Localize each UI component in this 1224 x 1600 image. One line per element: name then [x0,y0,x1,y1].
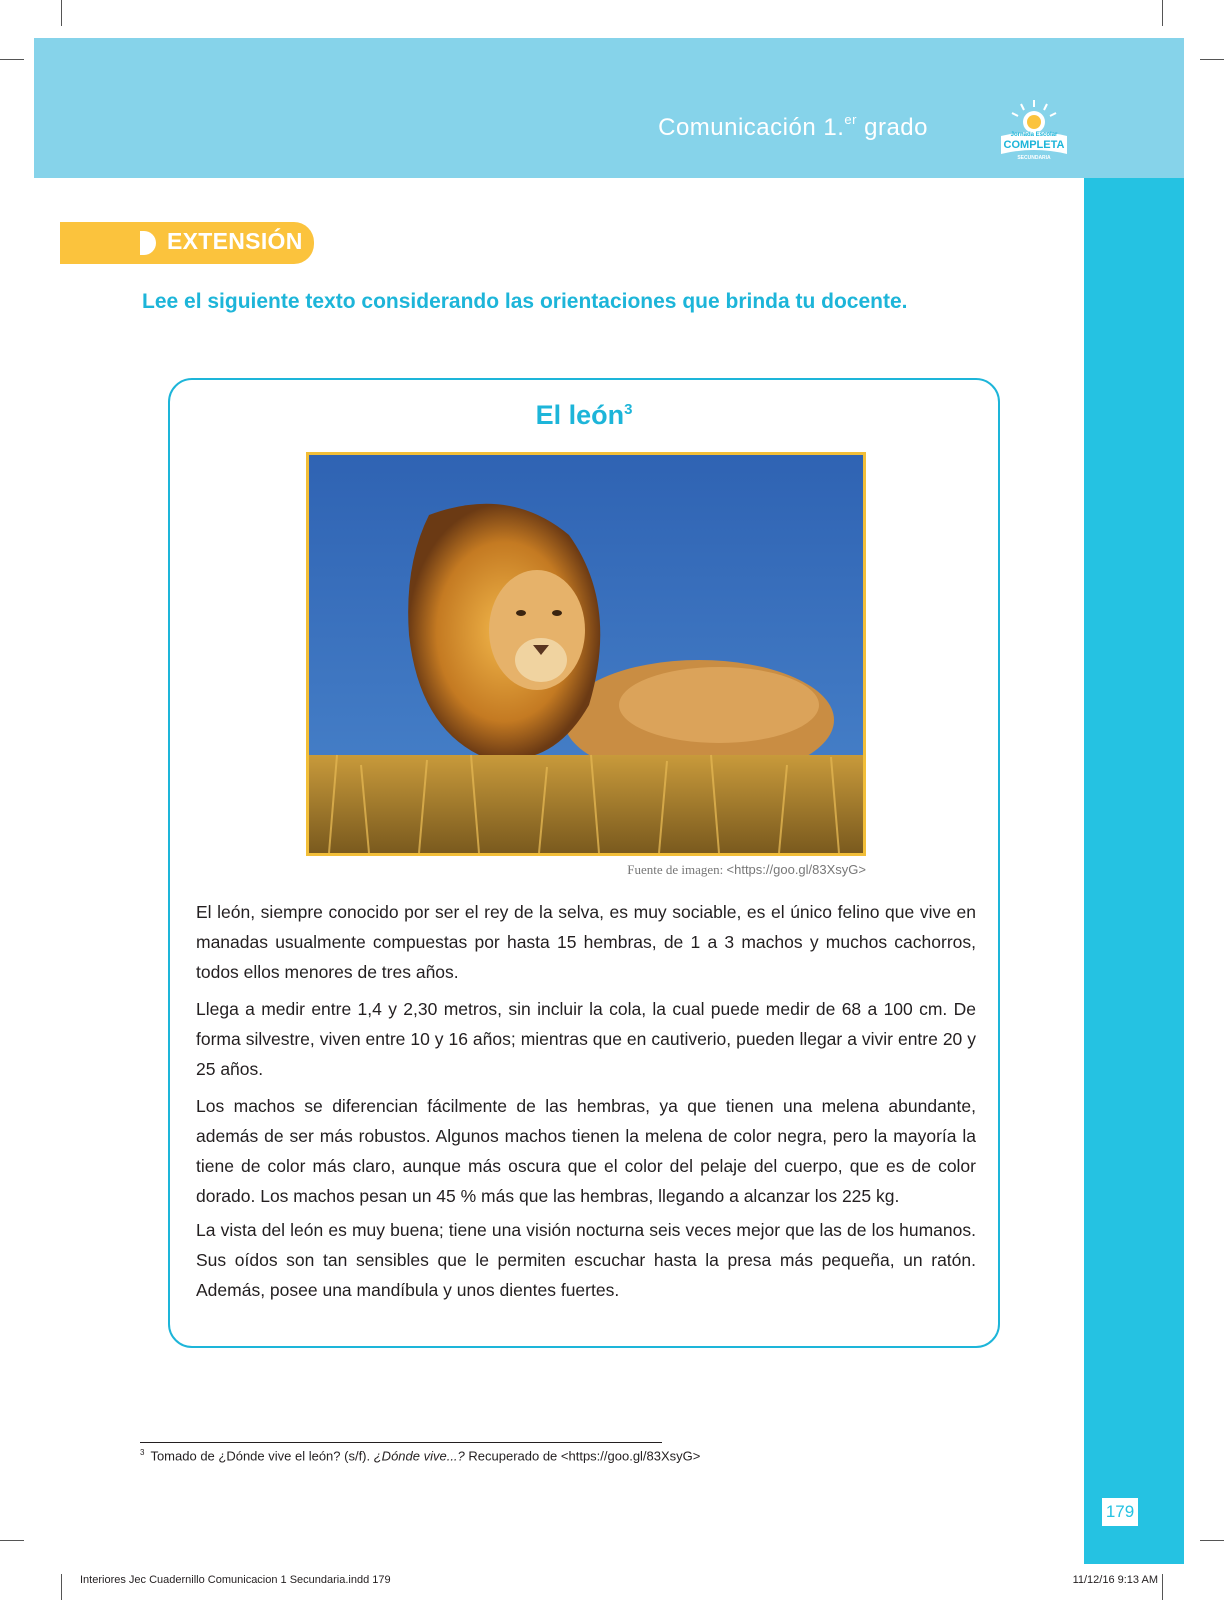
article-title-text: El león [535,400,625,430]
caption-prefix: Fuente de imagen: [627,862,727,877]
jec-logo [993,98,1075,164]
footnote-text-italic: ¿Dónde vive...? [373,1448,465,1464]
caption-url: <https://goo.gl/83XsyG> [726,862,866,877]
crop-mark [61,1574,62,1600]
paragraph-2: Llega a medir entre 1,4 y 2,30 metros, sin incluir la cola, la cual puede medir de 68 a 100 cm. De forma silvestre, viven entre 10 y 16 años; mientras que en cautiverio, pueden llegar a vivir entre 20 y 25 años. [196,999,976,1079]
logo-main-text: COMPLETA [1003,139,1065,151]
crop-mark [1162,1574,1163,1600]
crop-mark [1200,1540,1224,1541]
header-subject: Comunicación 1. [658,114,845,141]
crop-mark [0,1540,24,1541]
logo-bottom-text: SECUNDARIA [1017,155,1051,161]
crop-mark [1200,59,1224,60]
paragraph-4: La vista del león es muy buena; tiene una visión nocturna seis veces mejor que las de los humanos. Sus oídos son tan sensibles que le permiten escuchar hasta la presa más pequeña, un ratón. Además, posee una mandíbula y unos dientes fuertes. [196,1220,976,1300]
header-grade-word: grado [864,114,928,141]
lion-photo [306,452,866,856]
instruction-text: Lee el siguiente texto considerando las orientaciones que brinda tu docente. [142,290,908,313]
footnote-text-after: Recuperado de <https://goo.gl/83XsyG> [464,1448,701,1464]
section-label: EXTENSIÓN [167,228,303,254]
crop-mark [1162,0,1163,26]
footnote-text-before: Tomado de ¿Dónde vive el león? (s/f). [150,1448,374,1464]
paragraph-1: El león, siempre conocido por ser el rey de la selva, es muy sociable, es el único felino que vive en manadas usualmente compuestas por hasta 15 hembras, de 1 a 3 machos y muchos cachorros, todos ellos menores de tres años. [196,902,976,982]
slug-file: Interiores Jec Cuadernillo Comunicacion 1 Secundaria.indd 179 [80,1574,391,1586]
header-title [658,114,928,142]
footnote-number: 3 [140,1448,145,1457]
side-band [1084,178,1184,1564]
header-ordinal: er [844,112,857,127]
slug-datetime: 11/12/16 9:13 AM [1072,1574,1158,1586]
footnote [140,1448,700,1463]
article-title [168,400,1000,431]
crop-mark [61,0,62,26]
image-caption [627,862,866,878]
paragraph-3: Los machos se diferencian fácilmente de las hembras, ya que tienen una melena abundante, además de ser más robustos. Algunos machos tienen la melena de color negra, pero la mayoría la tiene de color más claro, aunque más oscura que el color del pelaje del cuerpo, que es de color dorado. Los machos pesan un 45 % más que las hembras, llegando a alcanzar los 225 kg. [196,1096,976,1206]
footnote-divider [140,1442,662,1443]
footnote-ref: 3 [624,401,633,418]
page-number: 179 [1102,1498,1138,1526]
logo-top-text: Jornada Escolar [1010,132,1058,138]
crop-mark [0,59,24,60]
